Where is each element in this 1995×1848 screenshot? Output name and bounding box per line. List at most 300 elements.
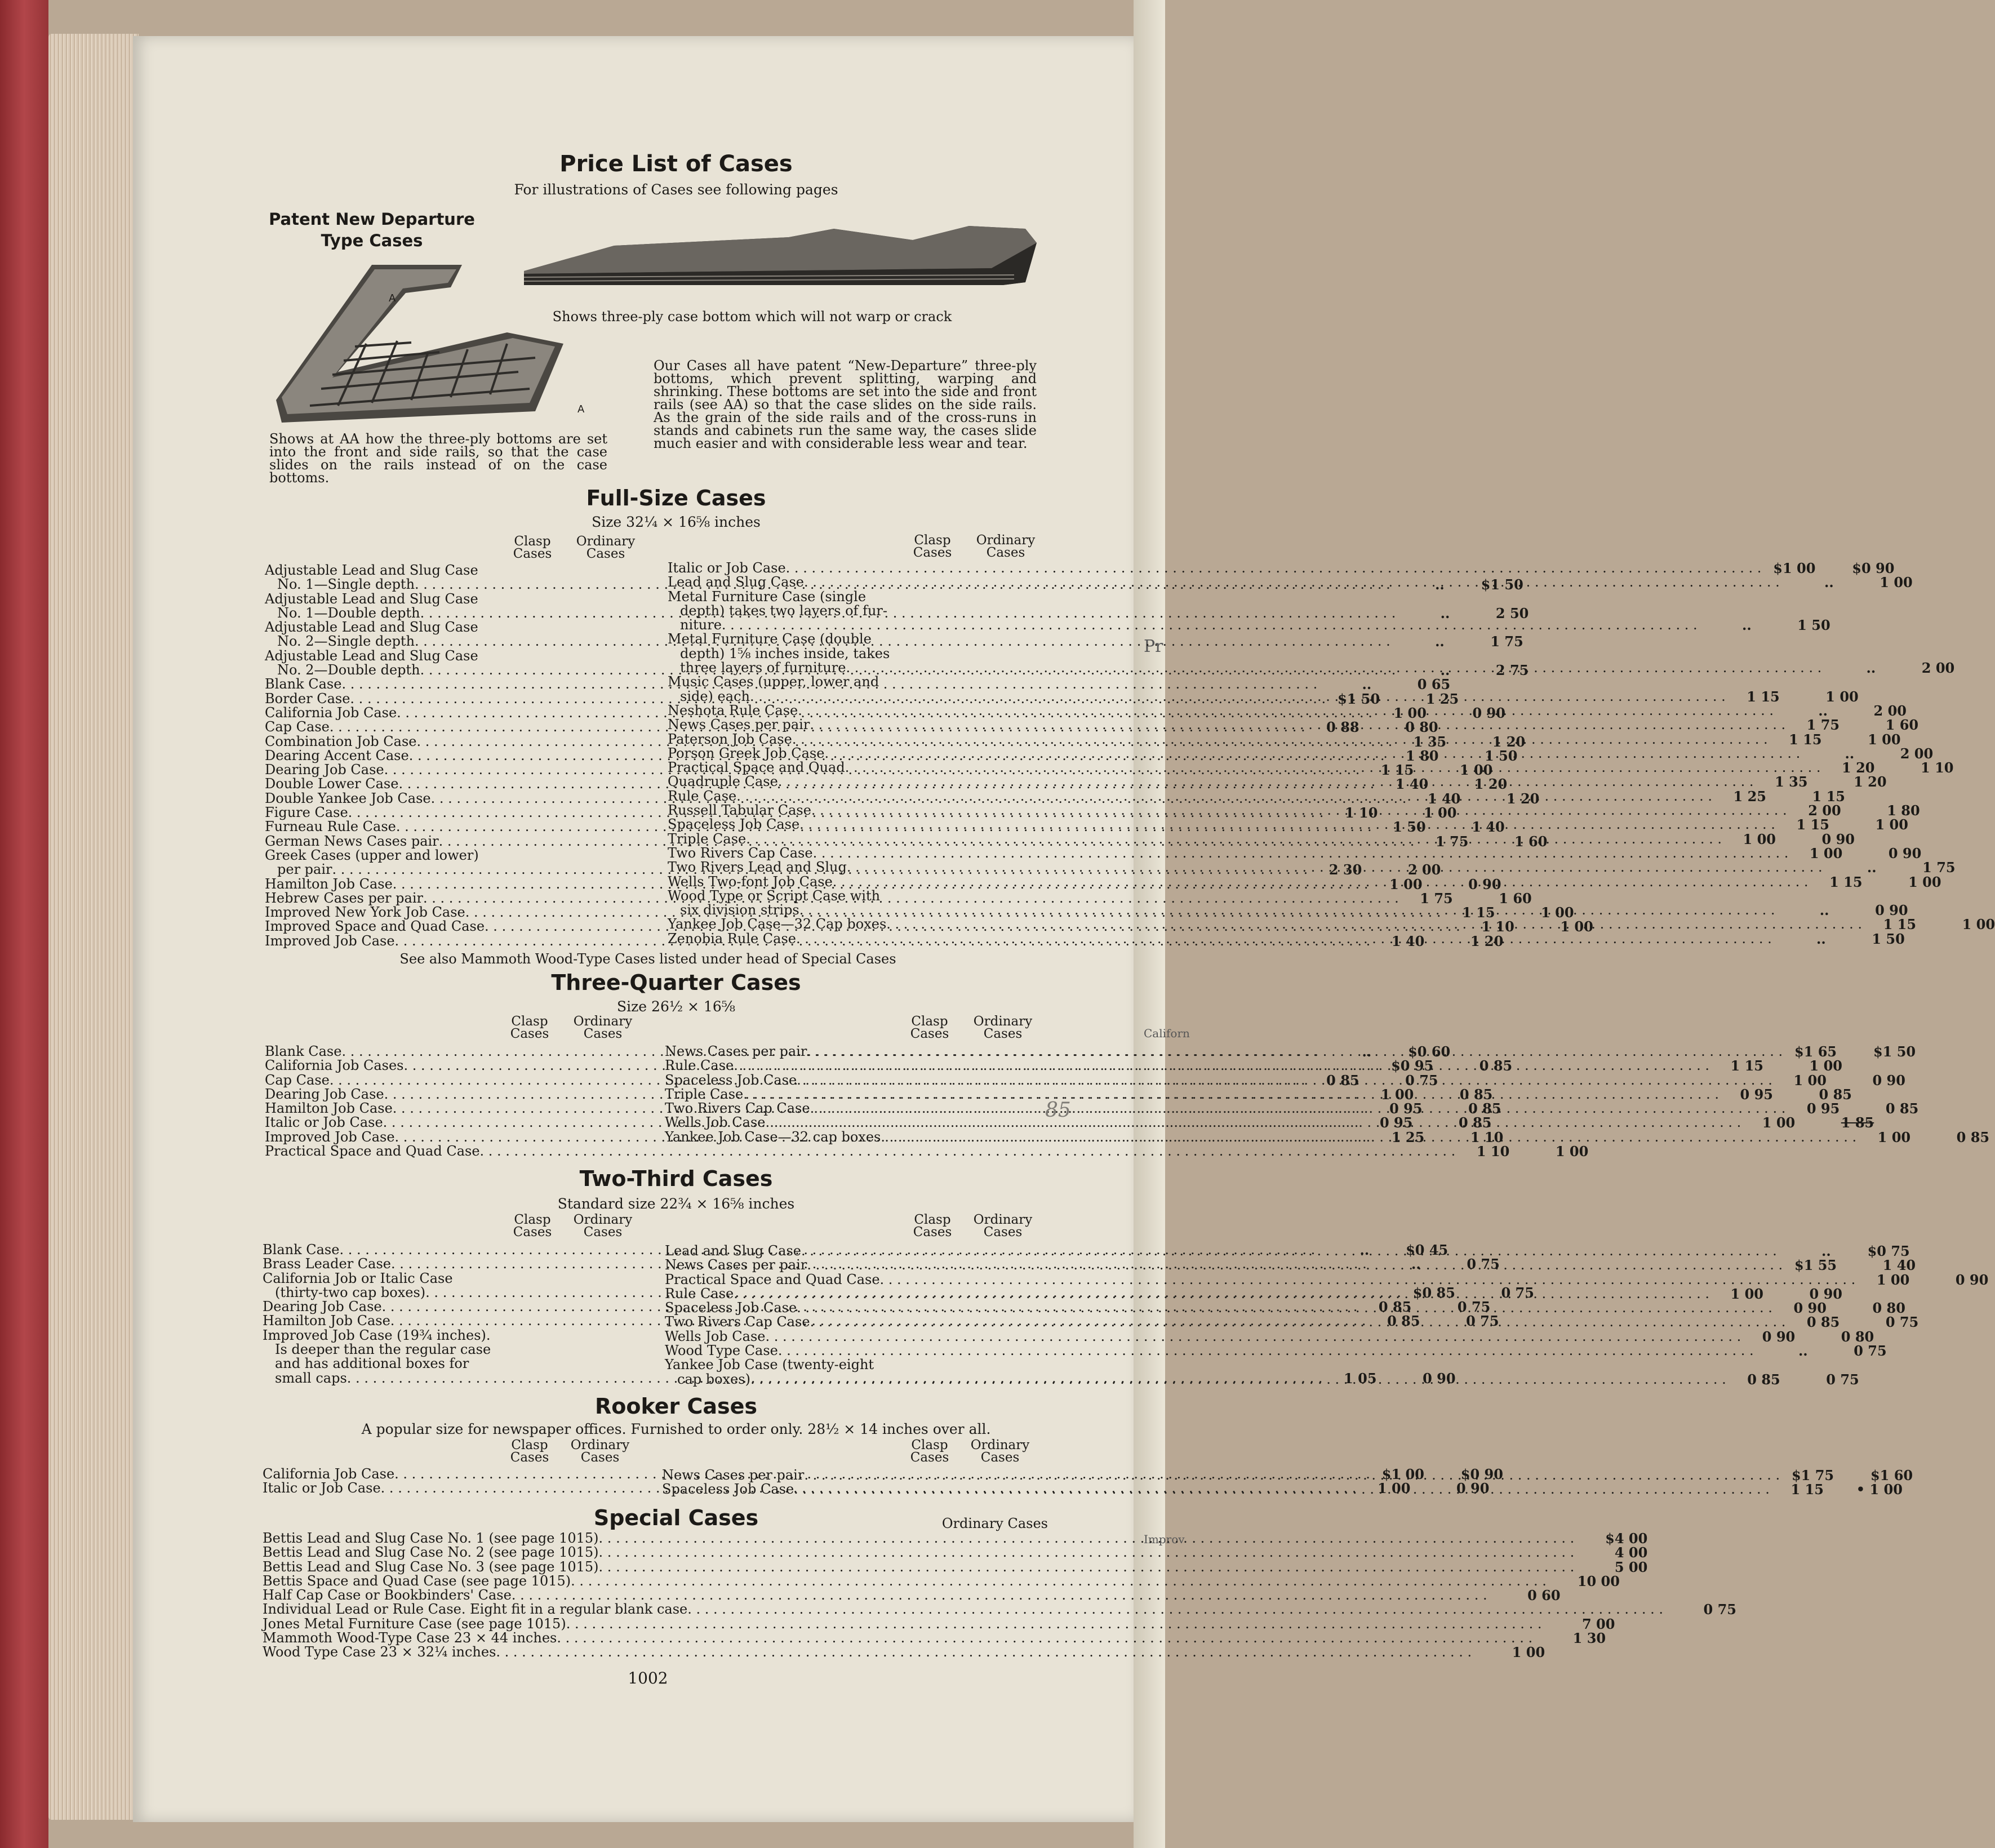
page-subtitle: For illustrations of Cases see following pages xyxy=(514,181,838,198)
clasp-price: 1 00 xyxy=(1876,1271,1910,1288)
case-name: California Job Case xyxy=(265,704,397,721)
ordinary-price: 0 75 xyxy=(1854,1343,1887,1360)
ordinary-price: 10 00 xyxy=(1577,1572,1620,1589)
rk-left-ordinary-header: Ordinary Cases xyxy=(570,1438,630,1465)
price-row xyxy=(665,1271,1989,1288)
ordinary-price: 0 90 xyxy=(1468,876,1501,892)
leader-dots xyxy=(807,1258,1783,1272)
leader-dots xyxy=(833,875,1809,892)
case-name: Greek Cases (upper and lower) xyxy=(265,847,479,863)
rk-left-clasp-header: Clasp Cases xyxy=(510,1438,549,1465)
leader-dots xyxy=(796,932,1772,949)
clasp-price xyxy=(509,620,563,634)
case-name: Italic or Job Case xyxy=(263,1480,381,1496)
case-name: Hamilton Job Case xyxy=(265,876,393,892)
ordinary-price: $0 90 xyxy=(1460,1466,1503,1482)
ordinary-price xyxy=(563,563,642,578)
case-name: six division strips xyxy=(680,902,799,918)
ordinary-price: 1 00 xyxy=(1880,574,1913,591)
case-name: Practical Space and Quad Case xyxy=(265,1143,480,1160)
ordinary-price: 1 75 xyxy=(1922,859,1956,876)
clasp-price: 1 00 xyxy=(1877,1129,1911,1145)
case-name: Double Lower Case xyxy=(265,776,399,792)
case-name: Neshota Rule Case xyxy=(668,702,798,718)
case-name: Hamilton Job Case xyxy=(263,1313,390,1329)
ordinary-price: 5 00 xyxy=(1614,1558,1648,1575)
ordinary-price: 1 50 xyxy=(1797,617,1830,634)
ordinary-price xyxy=(963,647,1042,661)
case-name: Bettis Lead and Slug Case No. 3 (see page 1015) xyxy=(263,1558,599,1575)
ordinary-price: 1 25 xyxy=(1425,690,1459,707)
case-name: Individual Lead or Rule Case. Eight fit in a regular blank case xyxy=(263,1601,688,1618)
case-name: California Job or Italic Case xyxy=(263,1270,453,1286)
clasp-price: 1 00 xyxy=(1793,1072,1827,1089)
leader-dots xyxy=(491,1329,508,1343)
ordinary-price: 1 10 xyxy=(1470,1129,1504,1145)
special-row xyxy=(263,1572,1620,1589)
clasp-price: $1 50 xyxy=(1338,690,1380,707)
ordinary-price: 2 75 xyxy=(1495,662,1529,679)
case-name: Adjustable Lead and Slug Case xyxy=(265,562,478,578)
clasp-price xyxy=(507,1343,561,1357)
price-row xyxy=(668,604,1042,618)
clasp-price: 1 40 xyxy=(1391,932,1425,949)
case-name: Wells Job Case xyxy=(665,1114,766,1131)
case-name: Spaceless Job Case xyxy=(668,816,800,833)
ordinary-price: 1 50 xyxy=(1485,747,1518,764)
tt-left-ordinary-header: Ordinary Cases xyxy=(573,1212,633,1240)
leader-dots xyxy=(847,860,1823,874)
ordinary-price: 0 90 xyxy=(1423,1370,1456,1387)
case-name: News Cases per pair xyxy=(668,717,810,733)
special-row xyxy=(263,1544,1648,1561)
case-name: Italic or Job Case xyxy=(265,1114,383,1131)
case-name: Quadruple Case xyxy=(668,774,778,790)
ordinary-price: 0 90 xyxy=(1875,902,1908,919)
clasp-price xyxy=(909,590,963,604)
ordinary-price: 0 75 xyxy=(1703,1601,1736,1618)
case-name: German News Cases pair xyxy=(265,833,439,849)
case-name: Wood Type Case 23 × 32¼ inches xyxy=(263,1644,496,1660)
leader-dots xyxy=(478,592,509,606)
case-name: News Cases per pair xyxy=(665,1257,807,1273)
price-row xyxy=(668,560,1895,576)
clasp-price: 0 90 xyxy=(1762,1328,1796,1345)
case-name: No. 1—Single depth xyxy=(277,576,415,593)
clasp-price: .. xyxy=(1411,1256,1421,1273)
case-name: Combination Job Case xyxy=(265,733,417,749)
special-col-label: Ordinary Cases xyxy=(941,1516,1048,1531)
clasp-price: .. xyxy=(1821,1243,1831,1259)
ordinary-price xyxy=(561,1357,640,1371)
ordinary-price: 0 85 xyxy=(1468,1100,1501,1117)
ordinary-price: 0 90 xyxy=(1472,704,1505,721)
price-row xyxy=(665,1100,1919,1117)
clasp-price xyxy=(909,889,963,903)
ordinary-price: 1 40 xyxy=(1472,819,1505,836)
ordinary-price: 0 80 xyxy=(1841,1328,1874,1345)
clasp-price: 1 00 xyxy=(1762,1114,1796,1131)
label-a-right: A xyxy=(577,403,585,415)
ordinary-price: 2 50 xyxy=(1495,605,1529,621)
ordinary-price: 0 85 xyxy=(1458,1114,1492,1131)
clasp-price xyxy=(509,849,563,863)
leader-dots xyxy=(810,718,1785,736)
ordinary-price: $1 50 xyxy=(1873,1043,1916,1060)
ordinary-price: 0 85 xyxy=(1479,1058,1513,1074)
clasp-price: 1 15 xyxy=(1796,816,1829,833)
case-name: Adjustable Lead and Slug Case xyxy=(265,647,478,664)
clasp-price xyxy=(909,632,963,646)
leader-dots xyxy=(799,818,1775,836)
clasp-price: 0 95 xyxy=(1379,1114,1413,1131)
case-name: California Job Cases xyxy=(265,1058,404,1074)
tt-left-clasp-header: Clasp Cases xyxy=(513,1212,552,1240)
clasp-price: 1 15 xyxy=(1790,1481,1824,1498)
case-name: Triple Case xyxy=(665,1086,744,1102)
ordinary-price: 0 90 xyxy=(1456,1480,1490,1497)
ordinary-price: 0 90 xyxy=(1809,1285,1842,1302)
leader-dots xyxy=(599,1531,1575,1545)
clasp-price: 1 00 xyxy=(1393,704,1427,721)
leader-dots xyxy=(491,1343,507,1357)
case-name: Adjustable Lead and Slug Case xyxy=(265,619,478,636)
ordinary-price: 1 20 xyxy=(1854,774,1887,790)
case-name: Bettis Lead and Slug Case No. 1 (see page 1015) xyxy=(263,1530,599,1546)
clasp-price: 1 75 xyxy=(1806,717,1840,734)
price-row xyxy=(668,889,1042,903)
ordinary-price: $1 60 xyxy=(1870,1467,1913,1483)
price-row xyxy=(263,1357,640,1371)
special-row xyxy=(263,1644,1545,1661)
leader-dots xyxy=(804,1468,1780,1482)
ordinary-price: 1 00 xyxy=(1555,1143,1589,1160)
case-name: Wood Type Case xyxy=(665,1343,778,1359)
clasp-price: 0 85 xyxy=(1387,1313,1420,1330)
ordinary-price: $4 00 xyxy=(1605,1530,1648,1547)
ordinary-price: 1 00 xyxy=(1825,688,1859,705)
ordinary-price: $1 50 xyxy=(1481,576,1523,593)
leader-dots xyxy=(810,1315,1786,1329)
leader-dots xyxy=(798,704,1774,721)
case-name: Yankee Job Case—32 cap boxes xyxy=(665,1129,881,1145)
leader-dots xyxy=(778,775,1754,793)
price-row xyxy=(668,617,1830,634)
case-name: Rule Case xyxy=(665,1058,734,1074)
clasp-price xyxy=(509,592,563,606)
case-name: Blank Case xyxy=(265,1043,342,1059)
clasp-price: .. xyxy=(1816,930,1826,947)
case-name: depth) takes two layers of fur- xyxy=(680,602,887,619)
ordinary-price: 1 50 xyxy=(1872,930,1905,947)
ordinary-price: 0 85 xyxy=(1459,1086,1493,1103)
case-name: Wells Two-font Job Case xyxy=(668,873,833,890)
leader-dots xyxy=(824,747,1800,764)
price-row xyxy=(665,1328,1874,1345)
clasp-price: 1 10 xyxy=(1344,805,1378,821)
price-row xyxy=(265,1143,1589,1160)
price-row xyxy=(665,1343,1887,1360)
ordinary-price: 0 75 xyxy=(1885,1314,1919,1331)
clasp-price xyxy=(507,1357,561,1371)
ordinary-price: 1 00 xyxy=(1423,805,1457,821)
clasp-price: 1 15 xyxy=(1380,762,1414,779)
clasp-price: .. xyxy=(1866,660,1876,677)
case-name: Blank Case xyxy=(265,676,342,692)
tt-right-clasp-header: Clasp Cases xyxy=(913,1212,952,1240)
clasp-price: 0 88 xyxy=(1326,719,1359,736)
case-name: depth) 1⅝ inches inside, takes xyxy=(680,645,890,661)
leader-dots xyxy=(813,846,1789,860)
ordinary-price: 1 30 xyxy=(1572,1630,1606,1647)
leader-dots xyxy=(765,1330,1741,1344)
clasp-price: .. xyxy=(1819,902,1829,919)
case-name: Dearing Accent Case xyxy=(265,747,409,763)
ordinary-price: • 1 00 xyxy=(1856,1481,1903,1498)
rk-right-ordinary-header: Ordinary Cases xyxy=(970,1438,1030,1465)
next-page-fragment: Californ xyxy=(1144,1027,1190,1040)
page-edges xyxy=(48,34,139,1820)
case-name: small caps xyxy=(275,1370,347,1386)
page-title: Price List of Cases xyxy=(559,151,793,177)
clasp-price: 1 10 xyxy=(1476,1143,1510,1160)
case-name: cap boxes) xyxy=(677,1371,750,1387)
label-a-top: A xyxy=(389,292,396,304)
case-name: per pair xyxy=(277,861,332,878)
special-row xyxy=(263,1558,1648,1575)
clasp-price: .. xyxy=(1440,605,1450,621)
leader-dots xyxy=(478,649,509,663)
clasp-price: .. xyxy=(1435,576,1445,593)
leader-dots xyxy=(887,604,909,618)
leader-dots xyxy=(886,917,1862,931)
leader-dots xyxy=(881,1130,1856,1144)
clasp-price: 0 95 xyxy=(1806,1100,1840,1117)
leader-dots xyxy=(478,563,509,578)
tq-right-ordinary-header: Ordinary Cases xyxy=(973,1014,1033,1041)
leader-dots xyxy=(880,1273,1856,1287)
clasp-price: 0 95 xyxy=(1740,1086,1773,1103)
case-name: Two Rivers Lead and Slug xyxy=(668,859,847,876)
price-row xyxy=(668,675,1042,689)
leader-dots xyxy=(734,1059,1709,1073)
leader-dots xyxy=(801,1244,1777,1258)
price-row xyxy=(265,563,642,578)
ordinary-price: 0 75 xyxy=(1826,1371,1859,1388)
clasp-price: 2 30 xyxy=(1328,861,1362,878)
case-name: Cap Case xyxy=(265,719,330,735)
leader-dots xyxy=(810,1101,1786,1116)
ordinary-price: 0 80 xyxy=(1872,1300,1905,1317)
case-name: Two Rivers Cap Case xyxy=(668,845,813,861)
clasp-price: 1 25 xyxy=(1733,788,1766,805)
ordinary-price xyxy=(563,620,642,634)
clasp-price: 1 15 xyxy=(1747,688,1780,705)
three-quarter-title: Three-Quarter Cases xyxy=(551,970,801,995)
case-name: Practical Space and Quad xyxy=(668,759,845,776)
leader-dots xyxy=(872,632,909,646)
special-row xyxy=(263,1615,1615,1632)
clasp-price: 0 85 xyxy=(1806,1314,1840,1331)
ordinary-price: 1 80 xyxy=(1887,802,1920,819)
clasp-price: 1 35 xyxy=(1413,733,1447,750)
ordinary-price: 7 00 xyxy=(1582,1615,1615,1632)
clasp-price: 1 75 xyxy=(1420,890,1453,907)
case-name: Double Yankee Job Case xyxy=(265,790,431,806)
clasp-price: .. xyxy=(1362,676,1372,693)
case-name: Russell Tabular Case xyxy=(668,802,811,819)
case-name: Improved Job Case xyxy=(265,1129,395,1145)
case-name: Two Rivers Cap Case xyxy=(665,1314,810,1330)
case-name: side) each xyxy=(680,688,750,704)
next-page-fragment: Improv xyxy=(1144,1532,1185,1546)
ordinary-price xyxy=(561,1343,640,1357)
ordinary-price: 0 75 xyxy=(1405,1072,1438,1089)
ordinary-price: 1 00 xyxy=(1512,1644,1545,1661)
price-row xyxy=(265,849,642,863)
tq-right-clasp-header: Clasp Cases xyxy=(910,1014,949,1041)
case-name: No. 2—Double depth xyxy=(277,662,420,678)
price-row xyxy=(668,647,1042,661)
type-case-illustration xyxy=(270,259,608,428)
case-name: News Cases per pair xyxy=(665,1043,807,1059)
clasp-price: 1 05 xyxy=(1344,1370,1377,1387)
clasp-price: .. xyxy=(1359,1242,1370,1258)
ordinary-price: 0 75 xyxy=(1467,1256,1500,1273)
clasp-price xyxy=(509,649,563,663)
ordinary-price: 1 10 xyxy=(1921,759,1954,776)
ordinary-price: 0 90 xyxy=(1888,845,1922,861)
ordinary-price: 1 15 xyxy=(1812,788,1845,805)
ordinary-price: 1 00 xyxy=(1809,1058,1842,1074)
case-name: Rule Case xyxy=(668,788,737,804)
ordinary-price: 1 20 xyxy=(1470,932,1504,949)
ordinary-price: $0 90 xyxy=(1852,560,1895,576)
case-name: Jones Metal Furniture Case (see page 1015) xyxy=(263,1615,566,1632)
ordinary-price: $0 60 xyxy=(1408,1043,1451,1060)
leader-dots xyxy=(687,1602,1663,1616)
ordinary-price: 1 20 xyxy=(1492,733,1526,750)
leader-dots xyxy=(512,1588,1487,1602)
ordinary-price: 2 00 xyxy=(1900,745,1934,762)
clasp-price: 1 40 xyxy=(1427,790,1461,807)
tq-left-clasp-header: Clasp Cases xyxy=(510,1014,549,1041)
ordinary-price: 1 00 xyxy=(1868,731,1901,748)
case-name: Mammoth Wood-Type Case 23 × 44 inches xyxy=(263,1630,557,1646)
leader-dots xyxy=(792,732,1768,750)
ordinary-price: 1 00 xyxy=(1459,762,1493,779)
case-name: Improved New York Job Case xyxy=(265,904,465,921)
case-name: Dearing Job Case xyxy=(265,762,384,778)
special-title: Special Cases xyxy=(593,1505,759,1530)
leader-dots xyxy=(736,789,1712,803)
book-cover xyxy=(0,0,48,1848)
case-name: Improved Job Case xyxy=(265,932,395,949)
clasp-price: .. xyxy=(1824,574,1834,591)
ordinary-price: $0 45 xyxy=(1406,1242,1449,1258)
price-row xyxy=(265,592,642,606)
special-row xyxy=(263,1601,1736,1618)
ordinary-price xyxy=(561,1329,640,1343)
case-name: Figure Case xyxy=(265,805,348,821)
clasp-price: 1 00 xyxy=(1730,1285,1763,1302)
ordinary-price xyxy=(561,1272,640,1286)
leader-dots xyxy=(799,903,1775,921)
clasp-price: 1 00 xyxy=(1380,1086,1414,1103)
case-name: Zenobia Rule Case xyxy=(668,930,796,947)
clasp-price: $1 65 xyxy=(1794,1043,1837,1060)
case-name: Border Case xyxy=(265,690,350,707)
case-name: Is deeper than the regular case xyxy=(275,1341,491,1358)
case-name: Paterson Job Case xyxy=(668,731,792,747)
leader-dots xyxy=(599,1560,1575,1574)
case-name: Metal Furniture Case (double xyxy=(668,631,872,647)
clasp-price: 1 80 xyxy=(1406,747,1439,764)
clasp-price xyxy=(907,1358,961,1372)
clasp-price: 1 35 xyxy=(1775,774,1808,790)
clasp-price xyxy=(507,1272,561,1286)
case-name: No. 2—Single depth xyxy=(277,633,415,650)
two-third-title: Two-Third Cases xyxy=(579,1166,773,1191)
case-name: Bettis Lead and Slug Case No. 2 (see page 1015) xyxy=(263,1544,599,1561)
clasp-price: 1 00 xyxy=(1377,1480,1411,1497)
clasp-price: 1 15 xyxy=(1462,904,1495,921)
ordinary-price: 2 00 xyxy=(1407,861,1441,878)
clasp-price: .. xyxy=(1440,662,1450,679)
case-name: Improved Job Case (19¾ inches). xyxy=(263,1327,491,1343)
clasp-price xyxy=(509,563,563,578)
case-name: Rule Case xyxy=(665,1285,734,1301)
ordinary-price: 1 60 xyxy=(1885,717,1919,734)
leader-dots xyxy=(599,1545,1575,1560)
clasp-price: 0 85 xyxy=(1378,1299,1412,1316)
ordinary-price xyxy=(563,849,642,863)
tt-right-ordinary-header: Ordinary Cases xyxy=(973,1212,1033,1240)
ordinary-price: 2 00 xyxy=(1921,660,1955,677)
ordinary-price xyxy=(563,649,642,663)
price-row xyxy=(668,632,1042,646)
clasp-price: 1 25 xyxy=(1391,1129,1425,1145)
intro-text: Our Cases all have patent “New-Departure” three-ply bottoms, which prevent splitting, warping and shrinking. These bottoms are set into the side and front rails (see AA) so that the case slides on the side rails. As the grain of the side rails and of the cross-runs in stands and cabinets run the same way, the cases slide much easier and with considerable less wear and tear. xyxy=(654,358,1037,451)
full-left-ordinary-header: Ordinary Cases xyxy=(576,534,636,561)
ordinary-price: 1 20 xyxy=(1506,790,1540,807)
ordinary-price: 1 60 xyxy=(1514,833,1548,850)
case-name: three layers of furniture xyxy=(680,660,846,676)
clasp-price: 1 00 xyxy=(1389,876,1423,892)
ordinary-price: 0 85 xyxy=(1819,1086,1852,1103)
patent-title: Patent New Departure Type Cases xyxy=(269,210,475,250)
case-name: Triple Case xyxy=(668,830,747,847)
leader-dots xyxy=(746,832,1722,846)
clasp-price xyxy=(909,647,963,661)
case-name: Bettis Space and Quad Case (see page 1015) xyxy=(263,1572,571,1589)
leader-dots xyxy=(811,803,1787,821)
leader-dots xyxy=(846,661,1821,679)
ordinary-price xyxy=(963,604,1042,618)
leader-dots xyxy=(797,1073,1772,1087)
case-name: Blank Case xyxy=(263,1242,340,1258)
ordinary-price: 0 75 xyxy=(1457,1299,1491,1316)
case-name: Adjustable Lead and Slug Case xyxy=(265,590,478,607)
full-right-clasp-header: Clasp Cases xyxy=(913,533,952,560)
leader-dots xyxy=(845,761,1821,779)
leader-dots xyxy=(557,1631,1532,1645)
price-row xyxy=(668,590,1042,604)
case-name: Hebrew Cases per pair xyxy=(265,890,423,906)
leader-dots xyxy=(453,1272,507,1286)
rk-right-clasp-header: Clasp Cases xyxy=(910,1438,949,1465)
ordinary-price: 1 00 xyxy=(1560,918,1593,935)
